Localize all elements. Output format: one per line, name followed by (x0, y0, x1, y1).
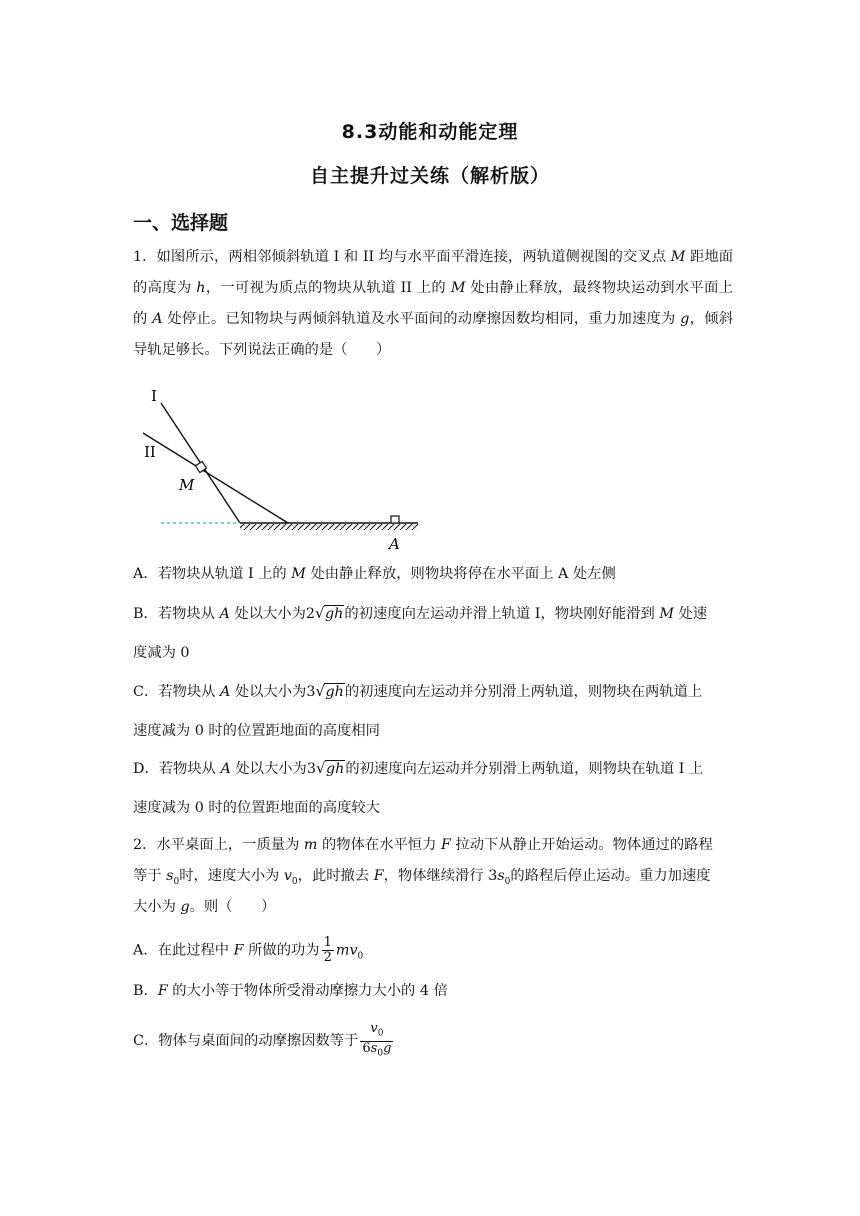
q1-track-figure (143, 385, 428, 555)
q1-option-c-cont: 速度减为 0 时的位置距地面的高度相同 (133, 723, 380, 739)
question-2-stem-line1: 2．水平桌面上，一质量为 m 的物体在水平恒力 F 拉动下从静止开始运动。物体通过的路程 (133, 837, 713, 853)
q1-option-a: A．若物块从轨道 I 上的 M 处由静止释放，则物块将停在水平面上 A 处左侧 (133, 566, 616, 582)
track-II (143, 433, 288, 523)
q2-option-b: B．F 的大小等于物体所受滑动摩擦力大小的 4 倍 (133, 983, 448, 999)
q1-option-d-cont: 速度减为 0 时的位置距地面的高度较大 (133, 800, 380, 816)
q2-option-c: C．物体与桌面间的动摩擦因数等于 $\frac{v_0}{6s_0g}$ (133, 1021, 392, 1059)
q1-option-d: D．若物块从 A 处以大小为3 √ gh的初速度向左运动并分别滑上两轨道，则物块在轨道 I 上 (133, 759, 704, 777)
q2-option-a: A．在此过程中 F 所做的功为 $\frac{1}{2}$ $mv_0$ (133, 935, 364, 965)
question-2-stem-line2: 等于 $s_0$时，速度大小为 $v_0$，此时撤去 F，物体继续滑行 $3s_0$的路程后停止运动。重力加速度 (133, 868, 711, 887)
document-subtitle: 自主提升过关练（解析版） (309, 165, 550, 187)
question-2-stem-line3: 大小为 g。则（ ） (133, 899, 276, 915)
label-I: I (151, 387, 157, 405)
block-at-A (391, 516, 399, 523)
ground-hatch (240, 524, 418, 530)
label-A: A (389, 535, 400, 553)
section-heading: 一、选择题 (133, 212, 229, 234)
q1-option-b-cont: 度减为 0 (133, 645, 190, 661)
q1-option-b: B．若物块从 A 处以大小为2 √ gh的初速度向左运动并滑上轨道 I，物块刚好能滑到 M 处速 (133, 604, 708, 622)
label-II: II (144, 443, 156, 461)
question-1-stem: 1．如图所示，两相邻倾斜轨道 I 和 II 均与水平面平滑连接，两轨道侧视图的交叉点 M 距地面的高度为 h，一可视为质点的物块从轨道 II 上的 M 处由静止释放，最终物块运动到水平面上的 A 处停止。已知物块与两倾斜轨道及水平面间的动摩擦因数均相同，重力加速度为 g，倾斜导轨足够长。下列说法正确的是（ ） (133, 249, 734, 358)
q1-option-c: C．若物块从 A 处以大小为3 √ gh的初速度向左运动并分别滑上两轨道，则物块在两轨道上 (133, 682, 703, 700)
label-M: M (179, 476, 195, 494)
document-title: 8.3动能和动能定理 (341, 121, 519, 143)
